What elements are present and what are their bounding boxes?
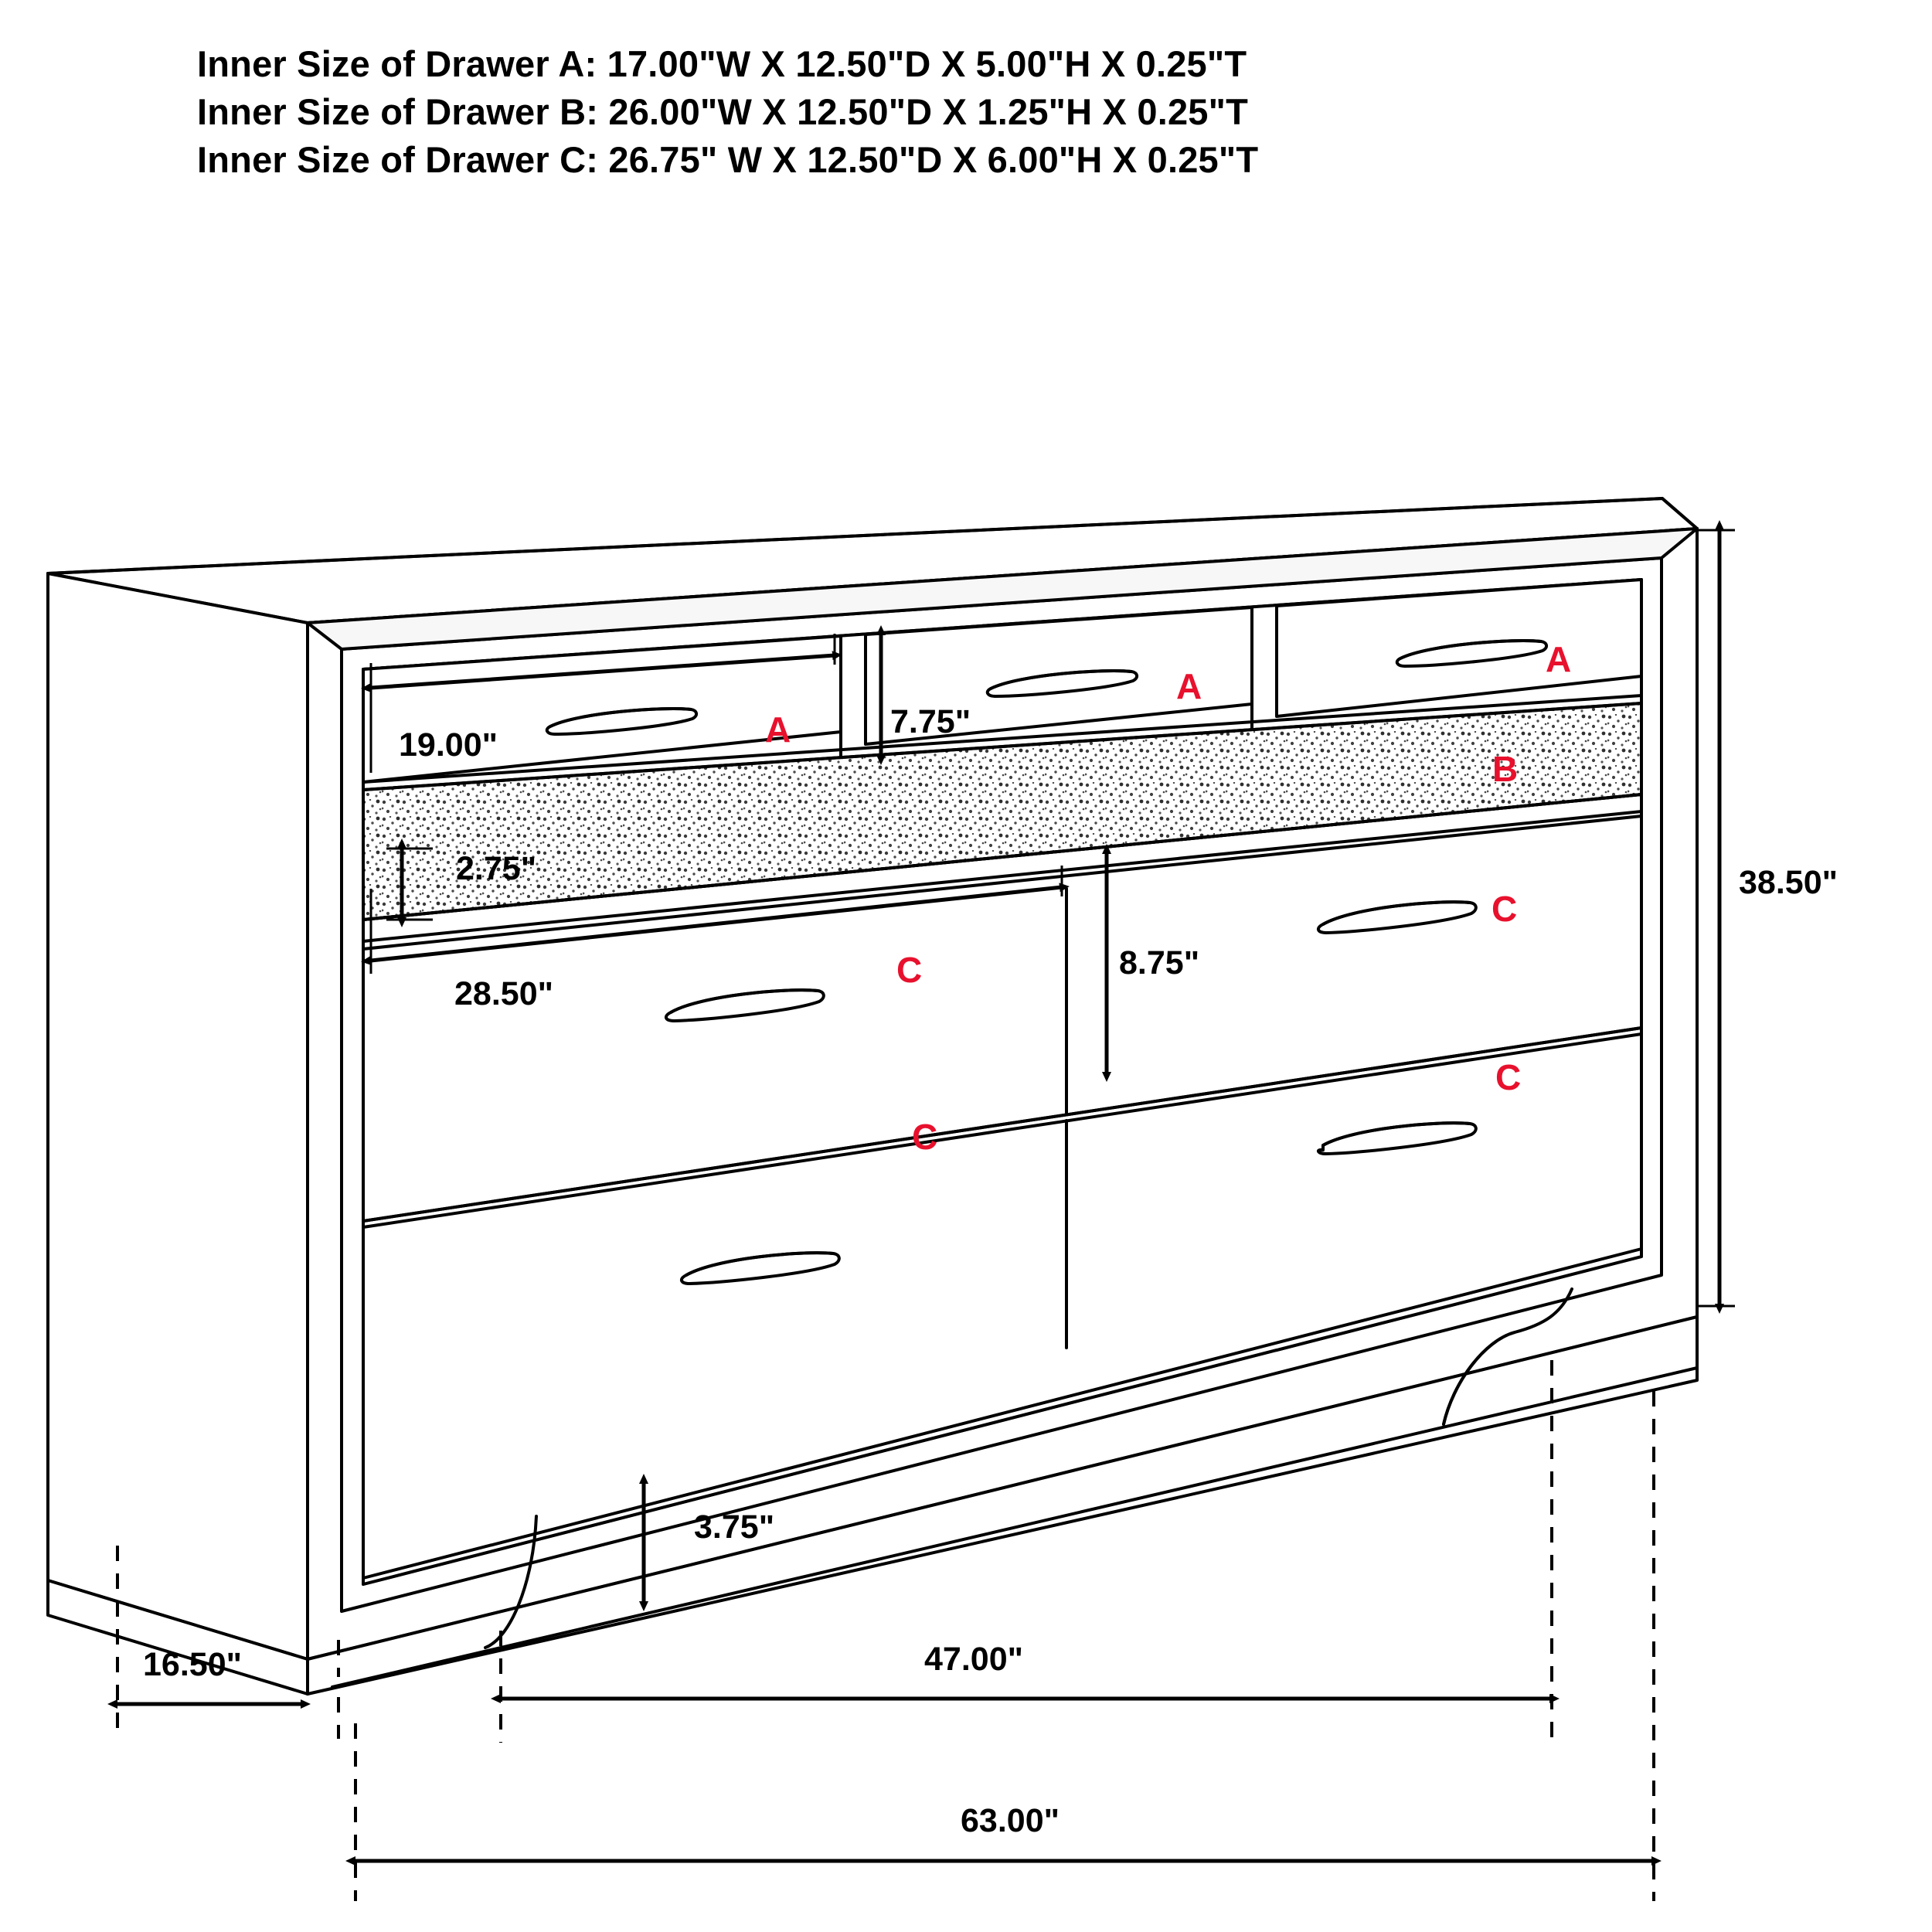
drawer-label-c-upper-left: C: [896, 950, 923, 990]
dim-label-drawer-a-height: 7.75": [890, 703, 971, 740]
dim-label-total-width: 63.00": [961, 1802, 1060, 1839]
dim-label-inner-width: 47.00": [924, 1641, 1023, 1678]
dim-label-drawer-c-width: 28.50": [454, 975, 553, 1012]
dim-label-drawer-c-height: 8.75": [1119, 944, 1200, 981]
dim-label-depth: 16.50": [143, 1646, 242, 1683]
dim-label-drawer-a-width: 19.00": [399, 726, 498, 764]
drawer-label-c-upper-right: C: [1492, 889, 1518, 929]
drawer-label-b: B: [1492, 749, 1519, 789]
spec-line-drawer-b: Inner Size of Drawer B: 26.00"W X 12.50"D X 1.25"H X 0.25"T: [197, 91, 1249, 133]
dim-label-base-clearance: 3.75": [694, 1509, 775, 1546]
dim-label-total-height: 38.50": [1739, 864, 1838, 901]
drawer-label-a-right: A: [1546, 639, 1572, 679]
drawer-label-a-middle: A: [1176, 666, 1202, 706]
drawer-label-a-left: A: [765, 709, 791, 750]
spec-line-drawer-c: Inner Size of Drawer C: 26.75" W X 12.50"D X 6.00"H X 0.25"T: [197, 139, 1259, 181]
drawer-label-c-lower-right: C: [1495, 1057, 1522, 1097]
dim-label-drawer-b-height: 2.75": [456, 850, 537, 887]
drawer-label-c-lower-left: C: [912, 1117, 938, 1157]
spec-line-drawer-a: Inner Size of Drawer A: 17.00"W X 12.50"D X 5.00"H X 0.25"T: [197, 43, 1247, 84]
